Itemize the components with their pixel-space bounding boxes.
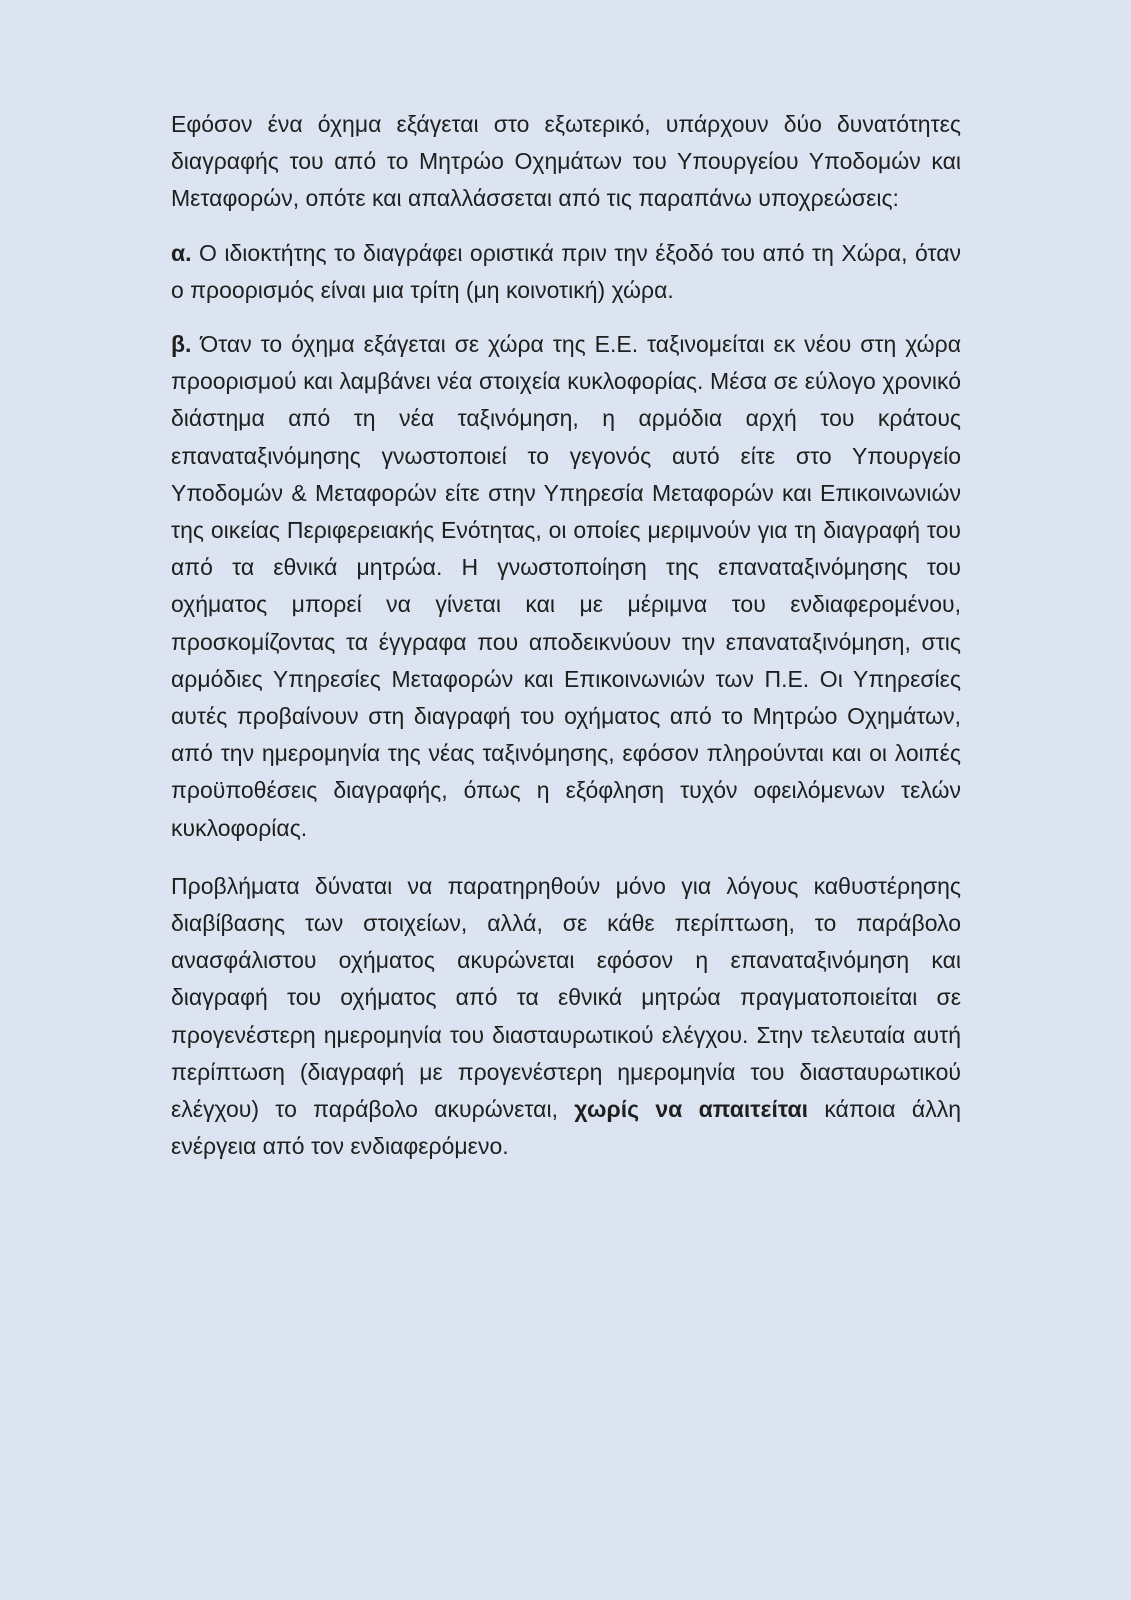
option-a-marker: α. (171, 239, 192, 266)
option-b-paragraph (171, 326, 961, 847)
option-a-paragraph (171, 235, 961, 309)
option-a-text: Ο ιδιοκτήτης το διαγράφει οριστικά πριν την έξοδό του από τη Χώρα, όταν ο προορισμός είναι μια τρίτη (μη κοινοτική) χώρα. (171, 239, 961, 303)
closing-text-after: κάποια άλλη ενέργεια από τον ενδιαφερόμενο. (171, 1096, 961, 1160)
closing-paragraph (171, 868, 961, 1166)
option-b-marker: β. (171, 331, 192, 358)
closing-text-before: Προβλήματα δύναται να παρατηρηθούν μόνο για λόγους καθυστέρησης διαβίβασης των στοιχείων, αλλά, σε κάθε περίπτωση, το παράβολο ανασφάλιστου οχήματος ακυρώνεται εφόσον η επαναταξινόμηση και διαγραφή του οχήματος από τα εθνικά μητρώα πραγματοποιείται σε προγενέστερη ημερομηνία του διασταυρωτικού ελέγχου. Στην τελευταία αυτή περίπτωση (διαγραφή με προγενέστερη ημερομηνία του διασταυρωτικού ελέγχου) το παράβολο ακυρώνεται, (171, 872, 961, 1123)
closing-emphasis: χωρίς να απαιτείται (574, 1096, 808, 1123)
intro-paragraph: Εφόσον ένα όχημα εξάγεται στο εξωτερικό, υπάρχουν δύο δυνατότητες διαγραφής του από το Μητρώο Οχημάτων του Υπουργείου Υποδομών και Μεταφορών, οπότε και απαλλάσσεται από τις παραπάνω υποχρεώσεις: (171, 111, 961, 212)
document-body (171, 106, 961, 1182)
option-b-text: Όταν το όχημα εξάγεται σε χώρα της Ε.Ε. ταξινομείται εκ νέου στη χώρα προορισμού και λαμβάνει νέα στοιχεία κυκλοφορίας. Μέσα σε εύλογο χρονικό διάστημα από τη νέα ταξινόμηση, η αρμόδια αρχή του κράτους επαναταξινόμησης γνωστοποιεί το γεγονός αυτό είτε στο Υπουργείο Υποδομών & Μεταφορών είτε στην Υπηρεσία Μεταφορών και Επικοινωνιών της οικείας Περιφερειακής Ενότητας, οι οποίες μεριμνούν για τη διαγραφή του από τα εθνικά μητρώα. Η γνωστοποίηση της επαναταξινόμησης του οχήματος μπορεί να γίνεται και με μέριμνα του ενδιαφερομένου, προσκομίζοντας τα έγγραφα που αποδεικνύουν την επαναταξινόμηση, στις αρμόδιες Υπηρεσίες Μεταφορών και Επικοινωνιών των Π.Ε. Οι Υπηρεσίες αυτές προβαίνουν στη διαγραφή του οχήματος από το Μητρώο Οχημάτων, από την ημερομηνία της νέας ταξινόμησης, εφόσον πληρούνται και οι λοιπές προϋποθέσεις διαγραφής, όπως η εξόφληση τυχόν οφειλόμενων τελών κυκλοφορίας. (171, 331, 961, 841)
